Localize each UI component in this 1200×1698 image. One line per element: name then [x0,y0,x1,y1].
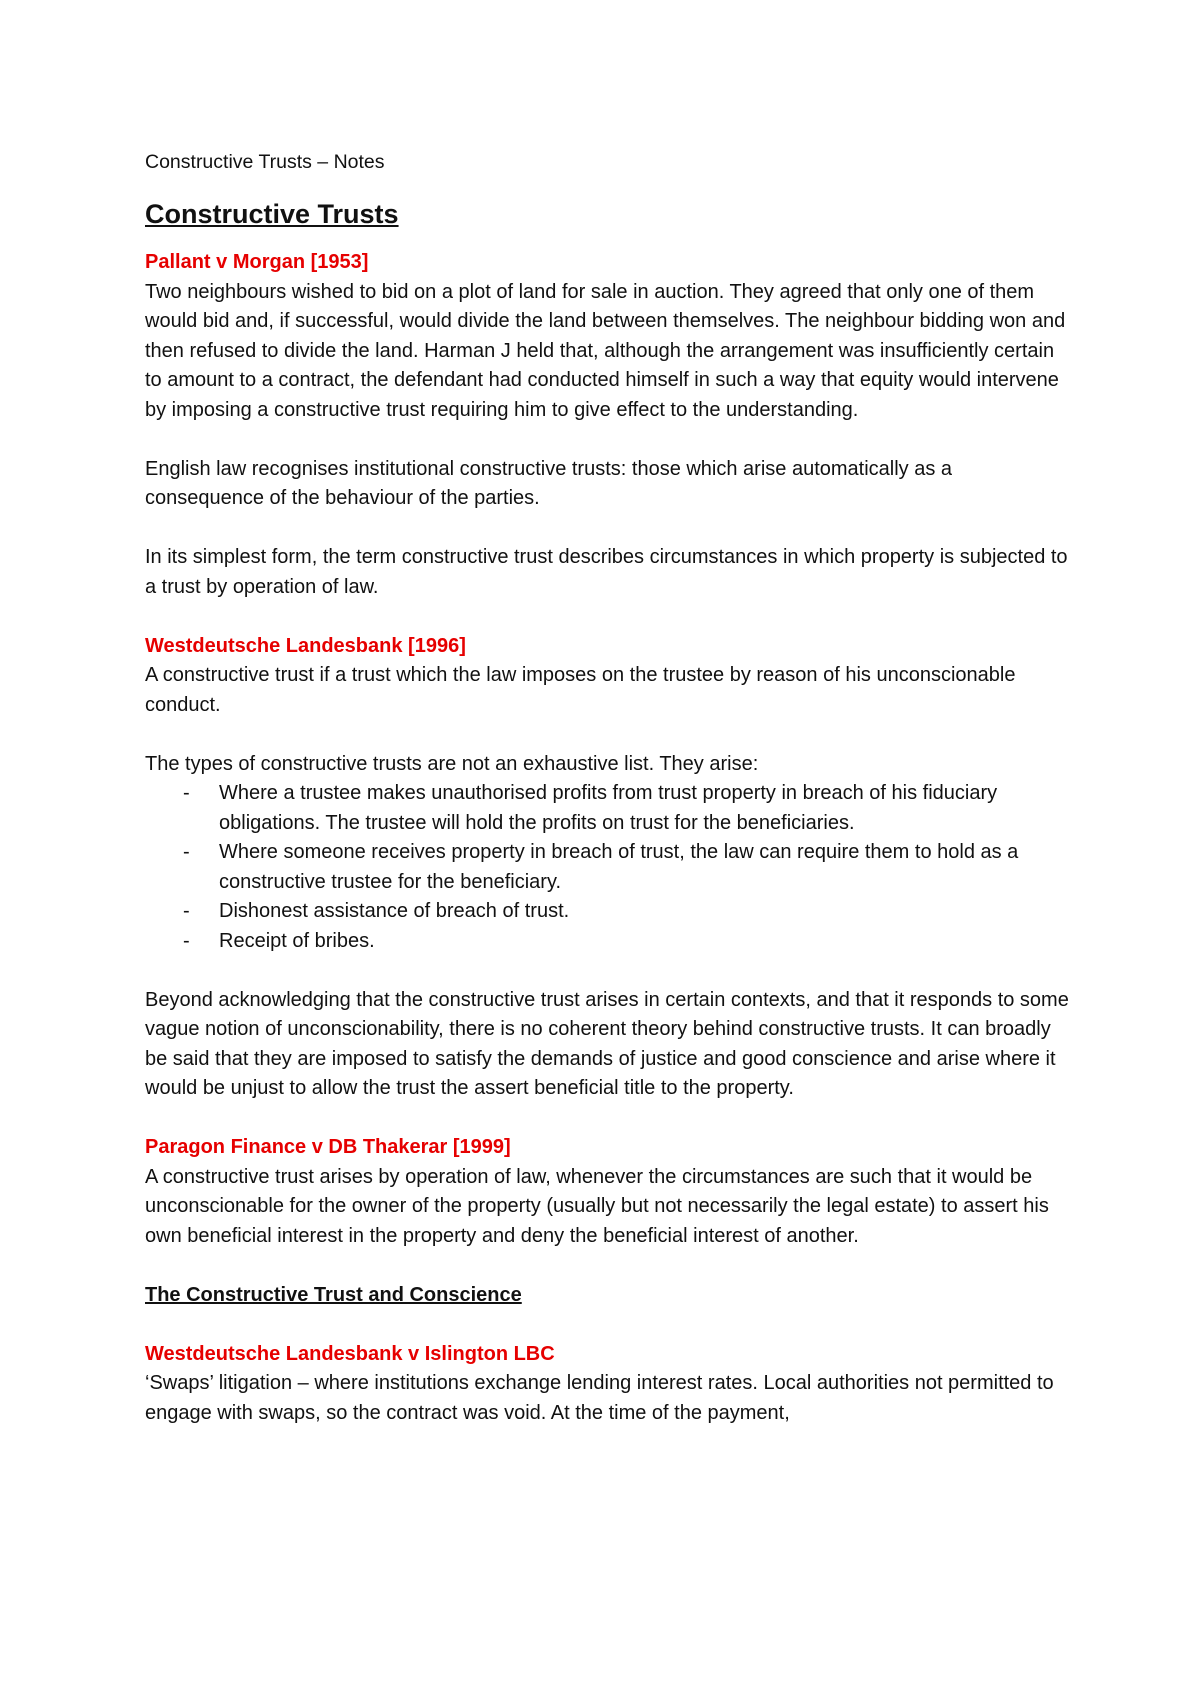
islington-section [145,1340,1075,1429]
list-item-text: Where someone receives property in breach of trust, the law can require them to hold as a constructive trustee for the beneficiary. [219,841,1019,893]
beyond-paragraph: Beyond acknowledging that the constructive trust arises in certain contexts, and that it responds to some vague notion of unconscionability, there is no coherent theory behind constructive trusts. It can broadly be said that they are imposed to satisfy the demands of justice and good conscience and arise where it would be unjust to allow the trust the assert beneficial title to the property. [145,988,1069,1099]
dash-bullet: - [183,929,190,952]
types-list [145,779,1075,956]
dash-bullet: - [183,782,190,804]
case-heading-pallant: Pallant v Morgan [1953] [145,251,369,273]
case-heading-paragon: Paragon Finance v DB Thakerar [1999] [145,1136,511,1158]
dash-bullet: - [183,900,190,922]
dash-bullet: - [183,841,190,863]
english-law-paragraph: English law recognises institutional constructive trusts: those which arise automatically as a consequence of the behaviour of the parties. [145,457,953,509]
case-heading-westdeutsche: Westdeutsche Landesbank [1996] [145,634,466,657]
list-item [145,838,1075,897]
list-item-text: Receipt of bribes. [219,929,375,952]
pallant-section [145,248,1075,425]
simplest-form-paragraph: In its simplest form, the term constructive trust describes circumstances in which property is subjected to a trust by operation of law. [145,546,1068,598]
list-item [145,927,1075,957]
page-title: Constructive Trusts [145,199,399,229]
list-item-text: Dishonest assistance of breach of trust. [219,900,570,922]
list-item [145,779,1075,838]
westdeutsche-section [145,632,1075,721]
case-heading-islington: Westdeutsche Landesbank v Islington LBC [145,1342,555,1365]
conscience-heading: The Constructive Trust and Conscience [145,1283,522,1306]
list-item [145,897,1075,927]
list-item-text: Where a trustee makes unauthorised profits from trust property in breach of his fiduciary obligations. The trustee will hold the profits on trust for the beneficiaries. [219,782,998,834]
westdeutsche-text: A constructive trust if a trust which the law imposes on the trustee by reason of his unconscionable conduct. [145,664,1016,716]
types-intro: The types of constructive trusts are not an exhaustive list. They arise: [145,752,759,775]
islington-text: ‘Swaps’ litigation – where institutions exchange lending interest rates. Local authorities not permitted to engage with swaps, so the contract was void. At the time of the payment, [145,1372,1054,1424]
paragon-section [145,1133,1075,1251]
paragon-text: A constructive trust arises by operation of law, whenever the circumstances are such that it would be unconscionable for the owner of the property (usually but not necessarily the legal estate) to assert his own beneficial interest in the property and deny the beneficial interest of another. [145,1165,1049,1247]
document-header: Constructive Trusts – Notes [145,151,385,173]
pallant-text: Two neighbours wished to bid on a plot of land for sale in auction. They agreed that only one of them would bid and, if successful, would divide the land between themselves. The neighbour bidding won and then refused to divide the land. Harman J held that, although the arrangement was insufficiently certain to amount to a contract, the defendant had conducted himself in such a way that equity would intervene by imposing a constructive trust requiring him to give effect to the understanding. [145,280,1066,421]
types-section [145,750,1075,957]
